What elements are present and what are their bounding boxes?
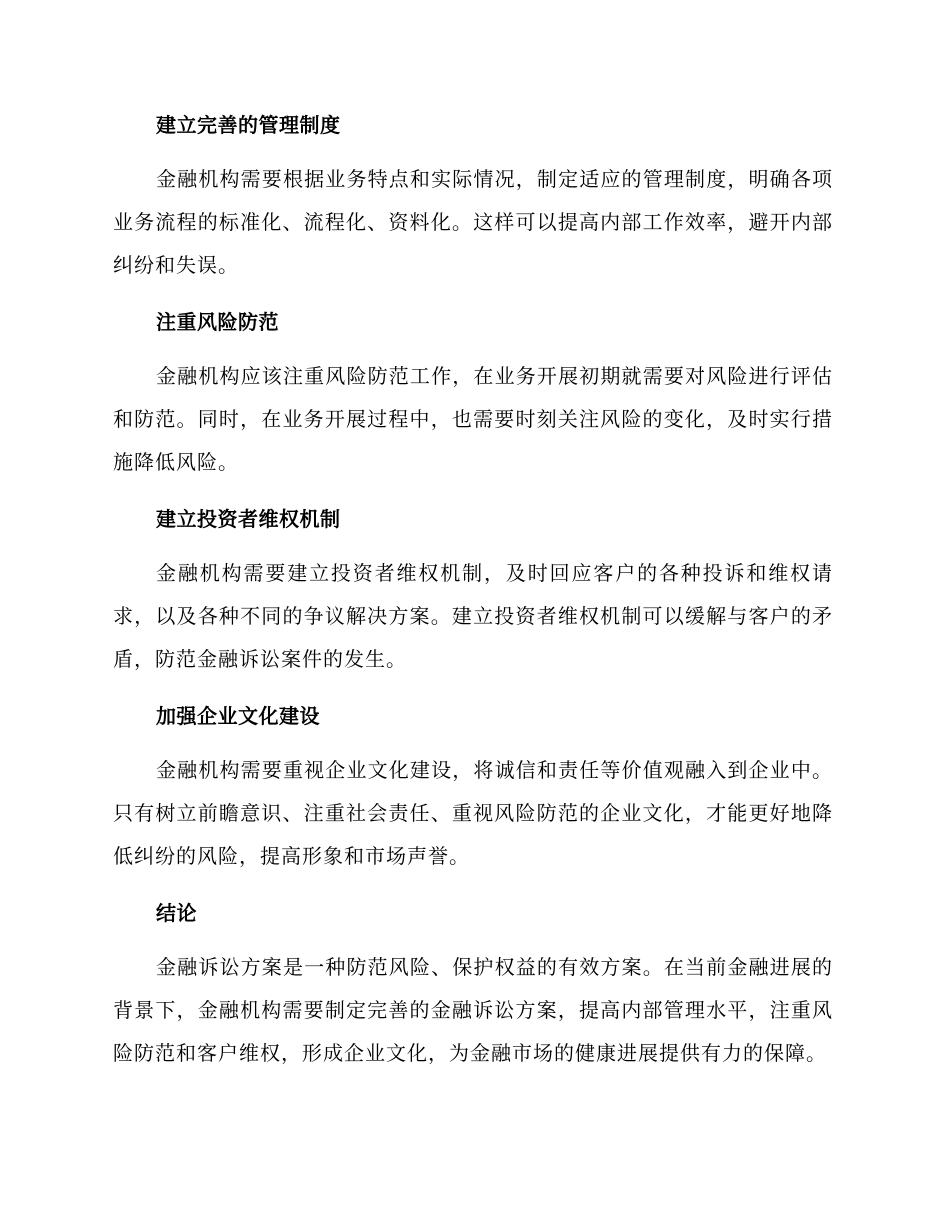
section-heading: 建立投资者维权机制: [156, 507, 341, 531]
section-paragraph: 金融机构需要根据业务特点和实际情况，制定适应的管理制度，明确各项业务流程的标准化、流程化、资料化。这样可以提高内部工作效率，避开内部纠纷和失误。: [113, 167, 833, 277]
section-paragraph: 金融机构应该注重风险防范工作，在业务开展初期就需要对风险进行评估和防范。同时，在业务开展过程中，也需要时刻关注风险的变化，及时实行措施降低风险。: [113, 364, 833, 474]
section-investor-rights: [113, 502, 833, 681]
section-paragraph: 金融机构需要重视企业文化建设，将诚信和责任等价值观融入到企业中。只有树立前瞻意识、注重社会责任、重视风险防范的企业文化，才能更好地降低纠纷的风险，提高形象和市场声誉。: [113, 758, 833, 868]
section-management-system: [113, 108, 833, 287]
section-paragraph: 金融机构需要建立投资者维权机制，及时回应客户的各种投诉和维权请求，以及各种不同的争议解决方案。建立投资者维权机制可以缓解与客户的矛盾，防范金融诉讼案件的发生。: [113, 561, 833, 671]
section-heading: 加强企业文化建设: [156, 704, 320, 728]
section-heading: 结论: [156, 901, 197, 925]
section-corporate-culture: [113, 699, 833, 878]
section-risk-prevention: [113, 305, 833, 484]
section-heading: 建立完善的管理制度: [156, 113, 341, 137]
document-body: [113, 108, 833, 1093]
section-heading: 注重风险防范: [156, 310, 279, 334]
section-conclusion: [113, 896, 833, 1075]
section-paragraph: 金融诉讼方案是一种防范风险、保护权益的有效方案。在当前金融进展的背景下，金融机构需要制定完善的金融诉讼方案，提高内部管理水平，注重风险防范和客户维权，形成企业文化，为金融市场的健康进展提供有力的保障。: [113, 955, 833, 1065]
